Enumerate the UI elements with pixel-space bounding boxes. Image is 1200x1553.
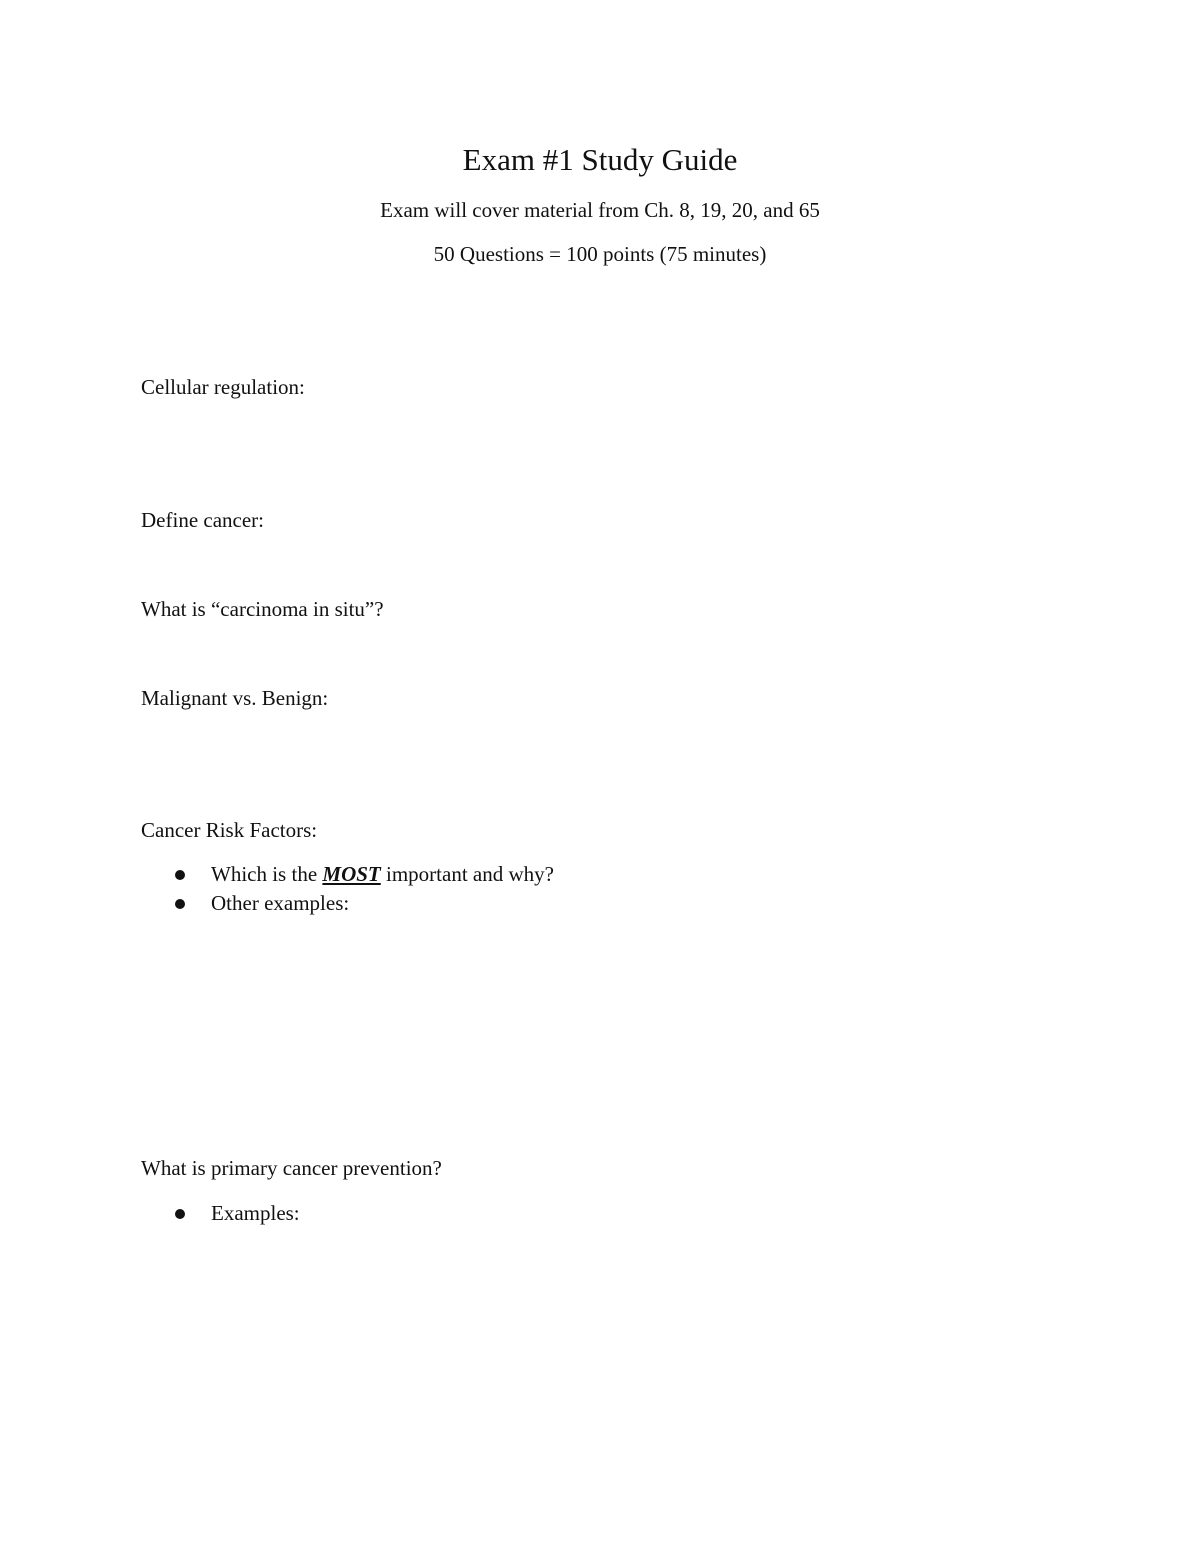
- page-title: Exam #1 Study Guide: [462, 142, 738, 177]
- malignant-vs-benign-label: Malignant vs. Benign:: [141, 686, 329, 710]
- bullet-icon: [175, 899, 185, 909]
- list-item: [141, 860, 554, 889]
- list-item: [141, 1199, 300, 1228]
- primary-prevention-heading: What is primary cancer prevention?: [141, 1156, 442, 1180]
- cellular-regulation-label: Cellular regulation:: [141, 375, 305, 399]
- bullet-icon: [175, 1209, 185, 1219]
- primary-prevention-list: [141, 1199, 300, 1228]
- define-cancer-label: Define cancer:: [141, 508, 264, 532]
- exam-scoring: 50 Questions = 100 points (75 minutes): [433, 242, 767, 266]
- bullet-text: Examples:: [211, 1201, 300, 1225]
- risk-factors-heading: Cancer Risk Factors:: [141, 818, 318, 842]
- exam-coverage: Exam will cover material from Ch. 8, 19, 20, and 65: [380, 198, 820, 222]
- bullet-text-after: important and why?: [380, 862, 554, 886]
- list-item: [141, 889, 554, 918]
- emphasis-most: MOST: [322, 862, 381, 886]
- carcinoma-in-situ-label: What is “carcinoma in situ”?: [141, 597, 384, 621]
- bullet-text: Other examples:: [211, 891, 350, 915]
- bullet-icon: [175, 870, 185, 880]
- risk-factors-list: [141, 860, 554, 918]
- bullet-text-before: Which is the: [211, 862, 323, 886]
